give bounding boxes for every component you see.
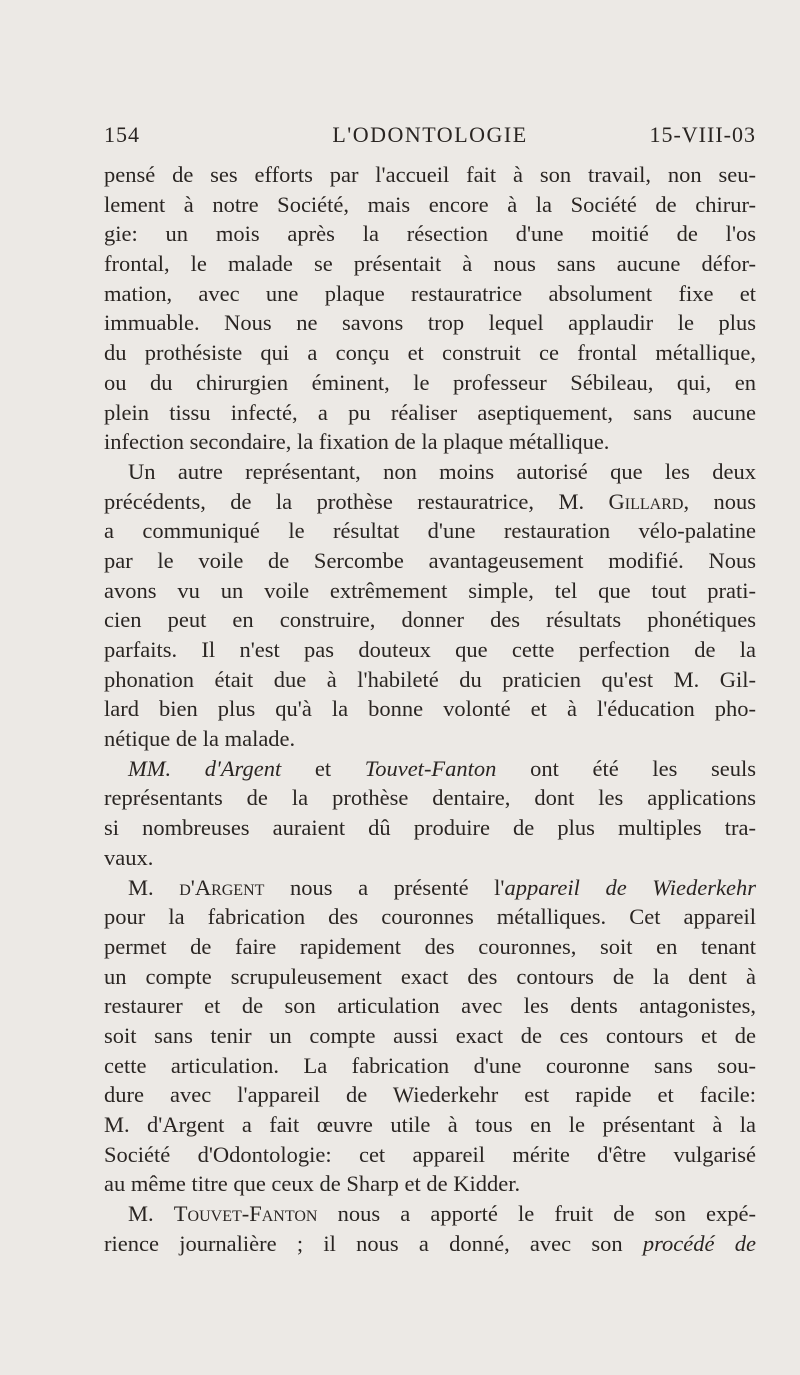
text-run: plein tissu infecté, a pu réaliser aseptiquement, sans aucune [104,399,756,425]
text-run: M. [128,874,180,900]
text-run: immuable. Nous ne savons trop lequel applaudir le plus [104,310,756,336]
text-run: pensé de ses efforts par l'accueil fait à son travail, non seu- [104,162,756,187]
text-run: cien peut en construire, donner des résultats phonétiques [104,607,756,633]
text-run: pour la fabrication des couronnes métalliques. Cet appareil [104,904,756,930]
text-line [104,1229,756,1259]
text-run: infection secondaire, la fixation de la plaque métallique. [104,429,610,455]
text-line [104,1080,756,1110]
text-line [104,754,756,784]
text-run: d'Argent [179,874,265,900]
text-run: ou du chirurgien éminent, le professeur Sébileau, qui, en [104,369,756,395]
text-run: dure avec l'appareil de Wiederkehr est rapide et facile: [104,1082,756,1108]
text-line [104,1110,756,1140]
text-run: Société d'Odontologie: cet appareil mérite d'être vulgarisé [104,1141,756,1167]
text-line [104,843,756,873]
text-run: au même titre que ceux de Sharp et de Kidder. [104,1171,521,1197]
text-line [104,665,756,695]
text-line [104,991,756,1021]
text-run: nous a présenté l' [264,874,505,900]
text-line [104,902,756,932]
text-line [104,605,756,635]
text-run: parfaits. Il n'est pas douteux que cette perfection de la [104,637,756,662]
text-run: mation, avec une plaque restauratrice absolument fixe et [104,280,756,306]
text-run: Touvet-Fanton [364,755,497,781]
text-run: si nombreuses auraient dû produire de plus multiples tra- [104,815,756,841]
running-header [104,122,756,152]
text-run: du prothésiste qui a conçu et construit ce frontal métallique, [104,340,756,366]
text-line [104,487,756,517]
text-line [104,1021,756,1051]
text-line [104,279,756,309]
text-run: M. d'Argent a fait œuvre utile à tous en le présentant à la [104,1112,756,1137]
text-run: cette articulation. La fabrication d'une couronne sans sou- [104,1052,756,1078]
text-line [104,516,756,546]
text-line [104,160,756,190]
text-run: permet de faire rapidement des couronnes, soit en tenant [104,933,756,959]
text-run: et [281,755,365,781]
text-run: restaurer et de son articulation avec les dents antagonistes, [104,993,756,1019]
text-run: un compte scrupuleusement exact des contours de la dent à [104,963,756,989]
text-run: Un autre représentant, non moins autorisé que les deux [128,458,756,484]
text-run: rience journalière ; il nous a donné, avec son [104,1230,643,1256]
text-line [104,635,756,665]
text-run: nétique de la malade. [104,726,296,752]
text-line [104,308,756,338]
text-line [104,338,756,368]
running-title: L'ODONTOLOGIE [332,122,528,147]
text-line [104,962,756,992]
text-run: par le voile de Sercombe avantageusement modifié. Nous [104,547,756,573]
text-run: M. [128,1201,174,1227]
text-line [104,368,756,398]
text-line [104,546,756,576]
text-line [104,724,756,754]
text-run: MM. d'Argent [128,755,282,781]
text-line [104,932,756,962]
issue-date: 15-VIII-03 [649,122,756,147]
text-run: , nous [683,488,756,514]
text-run: phonation était due à l'habileté du praticien qu'est M. Gil- [104,666,756,692]
text-line [104,694,756,724]
body-text [104,160,756,1258]
text-line [104,1169,756,1199]
text-line [104,190,756,220]
text-run: avons vu un voile extrêmement simple, tel que tout prati- [104,577,756,603]
text-run: nous a apporté le fruit de son expé- [317,1201,756,1227]
text-line [104,1051,756,1081]
text-run: lement à notre Société, mais encore à la Société de chirur- [104,191,756,217]
text-run: soit sans tenir un compte aussi exact de ces contours et de [104,1022,756,1048]
text-line [104,576,756,606]
text-line [104,457,756,487]
text-run: Touvet-Fanton [173,1201,318,1227]
text-line [104,1199,756,1229]
text-line [104,249,756,279]
text-run: Gillard [608,488,684,514]
text-line [104,398,756,428]
text-line [104,1140,756,1170]
text-run: frontal, le malade se présentait à nous sans aucune défor- [104,251,756,277]
text-line [104,219,756,249]
page-number: 154 [104,122,140,147]
text-run: représentants de la prothèse dentaire, dont les applications [104,785,756,811]
text-run: ont été les seuls [496,755,756,781]
text-line [104,873,756,903]
text-run: vaux. [104,844,154,870]
text-line [104,427,756,457]
text-run: appareil de Wiederkehr [504,874,756,900]
text-line [104,813,756,843]
text-line [104,783,756,813]
text-run: précédents, de la prothèse restauratrice, M. [104,488,609,514]
text-run: a communiqué le résultat d'une restauration vélo-palatine [104,518,756,544]
text-run: procédé de [642,1230,756,1256]
text-run: lard bien plus qu'à la bonne volonté et à l'éducation pho- [104,696,756,722]
text-run: gie: un mois après la résection d'une moitié de l'os [104,221,756,247]
